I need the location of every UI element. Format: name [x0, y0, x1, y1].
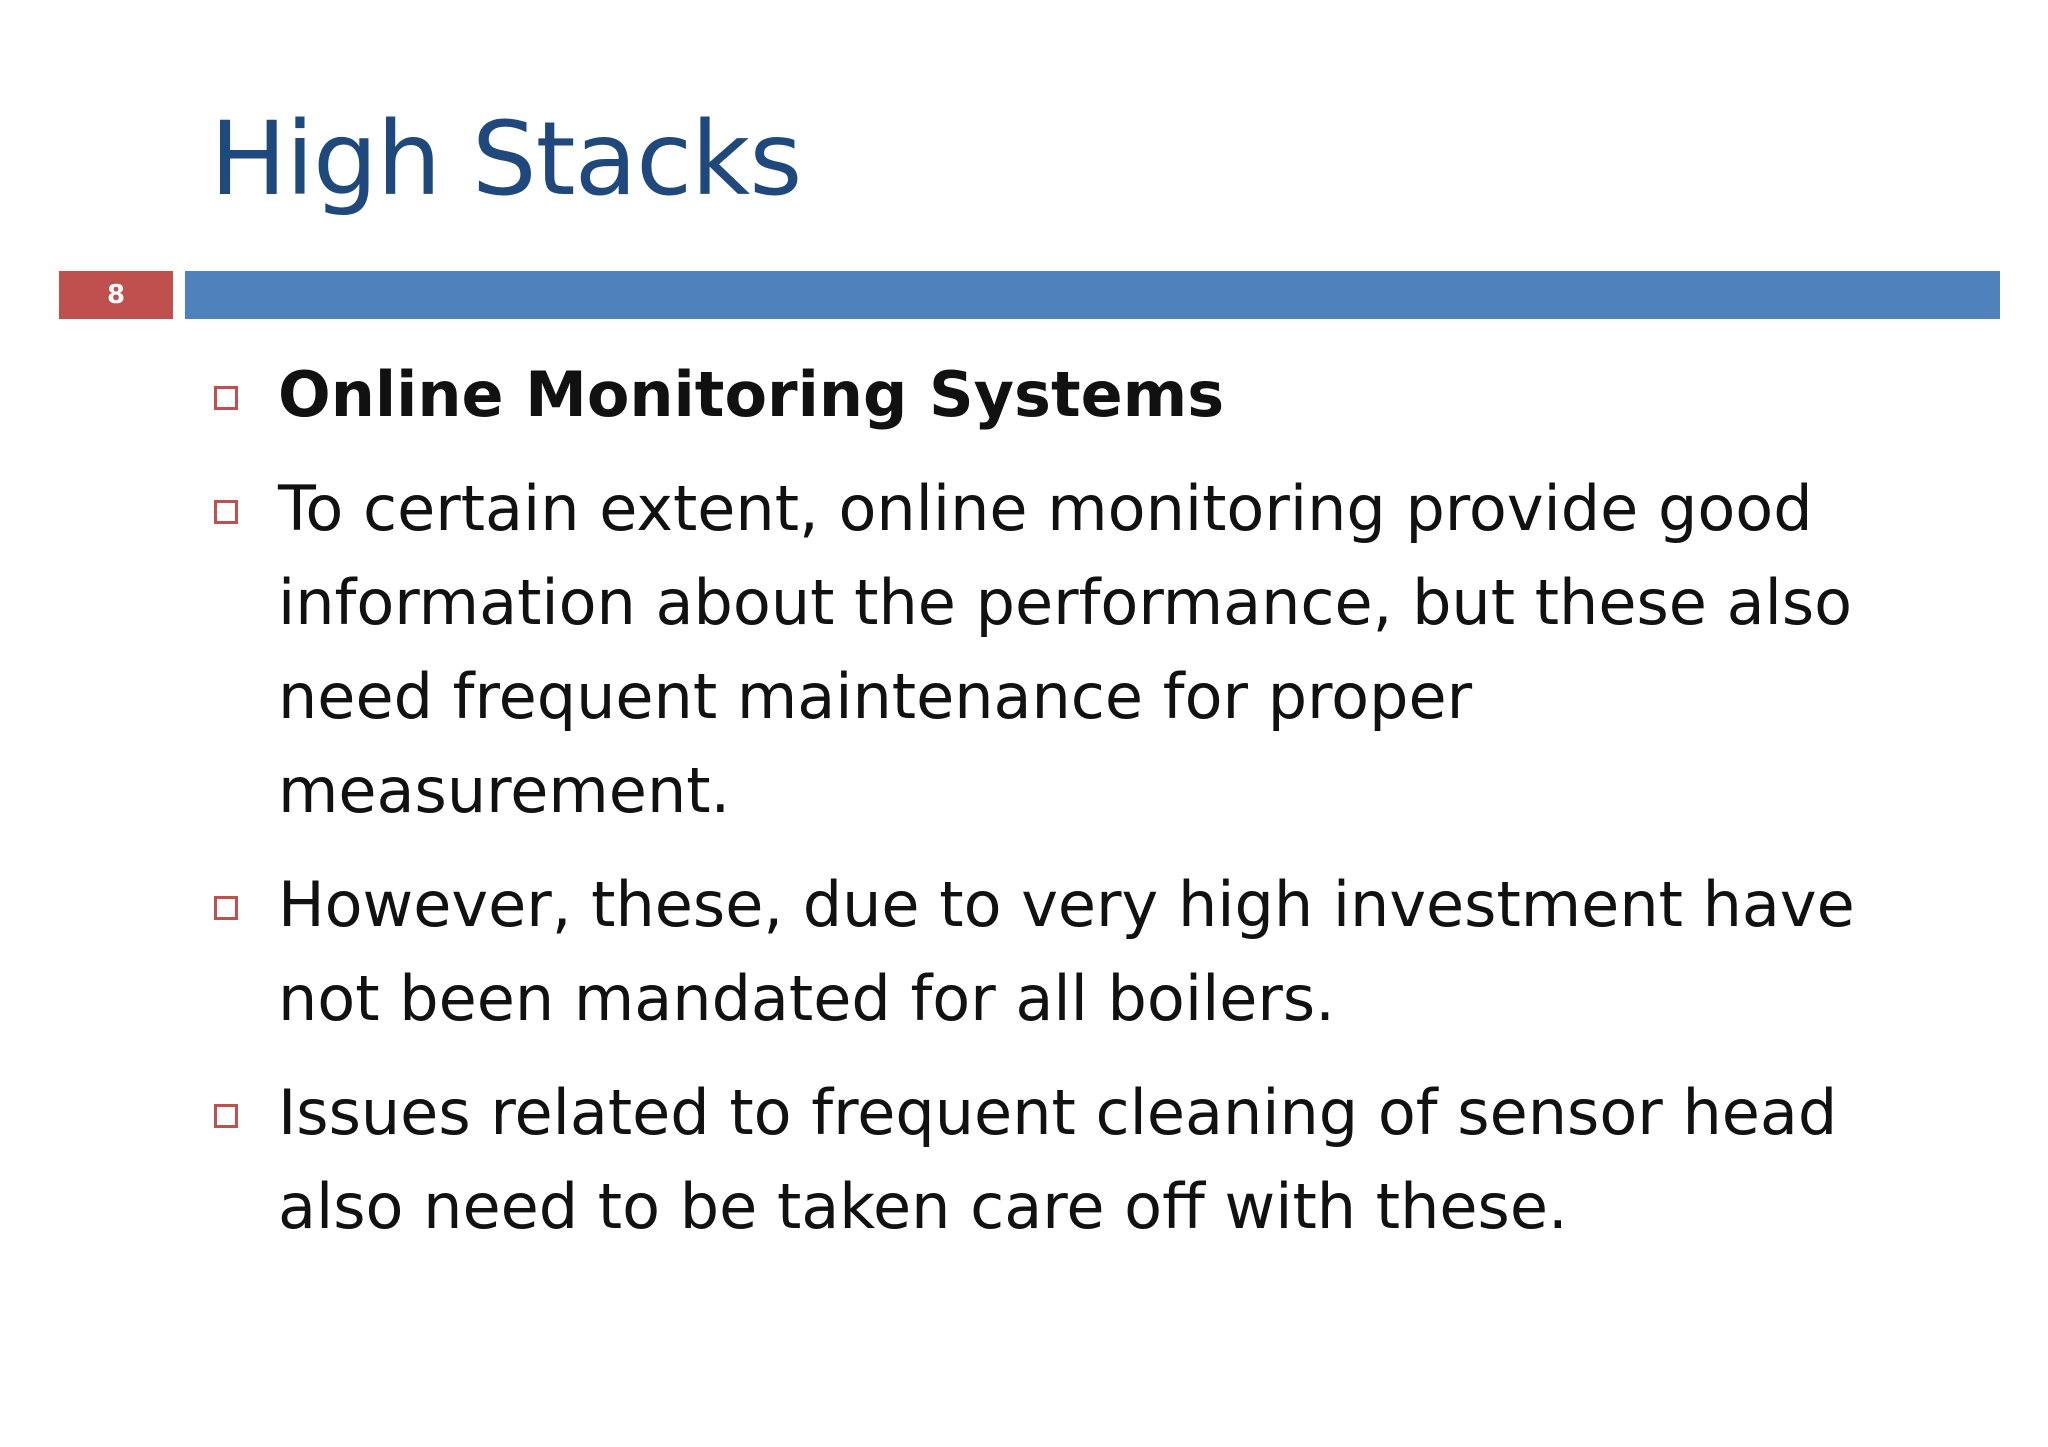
hollow-square-bullet-icon	[214, 500, 238, 524]
hollow-square-bullet-icon	[214, 896, 238, 920]
hollow-square-bullet-icon	[214, 386, 238, 410]
slide-number: 8	[106, 280, 126, 310]
hollow-square-bullet-icon	[214, 1104, 238, 1128]
bullet-text: However, these, due to very high investment have not been mandated for all boilers.	[278, 868, 1855, 1035]
bullet-item	[210, 348, 1910, 442]
bullet-text: Online Monitoring Systems	[278, 358, 1225, 431]
bullet-item	[210, 462, 1910, 838]
bullet-item	[210, 858, 1910, 1046]
title-accent-bar	[185, 271, 2000, 319]
slide-title: High Stacks	[210, 100, 802, 219]
bullet-item	[210, 1066, 1910, 1254]
bullet-text: Issues related to frequent cleaning of sensor head also need to be taken care off with these.	[278, 1076, 1838, 1243]
bullet-list	[210, 348, 1910, 1274]
bullet-text: To certain extent, online monitoring provide good information about the performance, but these also need frequent maintenance for proper measurement.	[278, 472, 1853, 827]
slide-number-badge	[59, 271, 173, 319]
